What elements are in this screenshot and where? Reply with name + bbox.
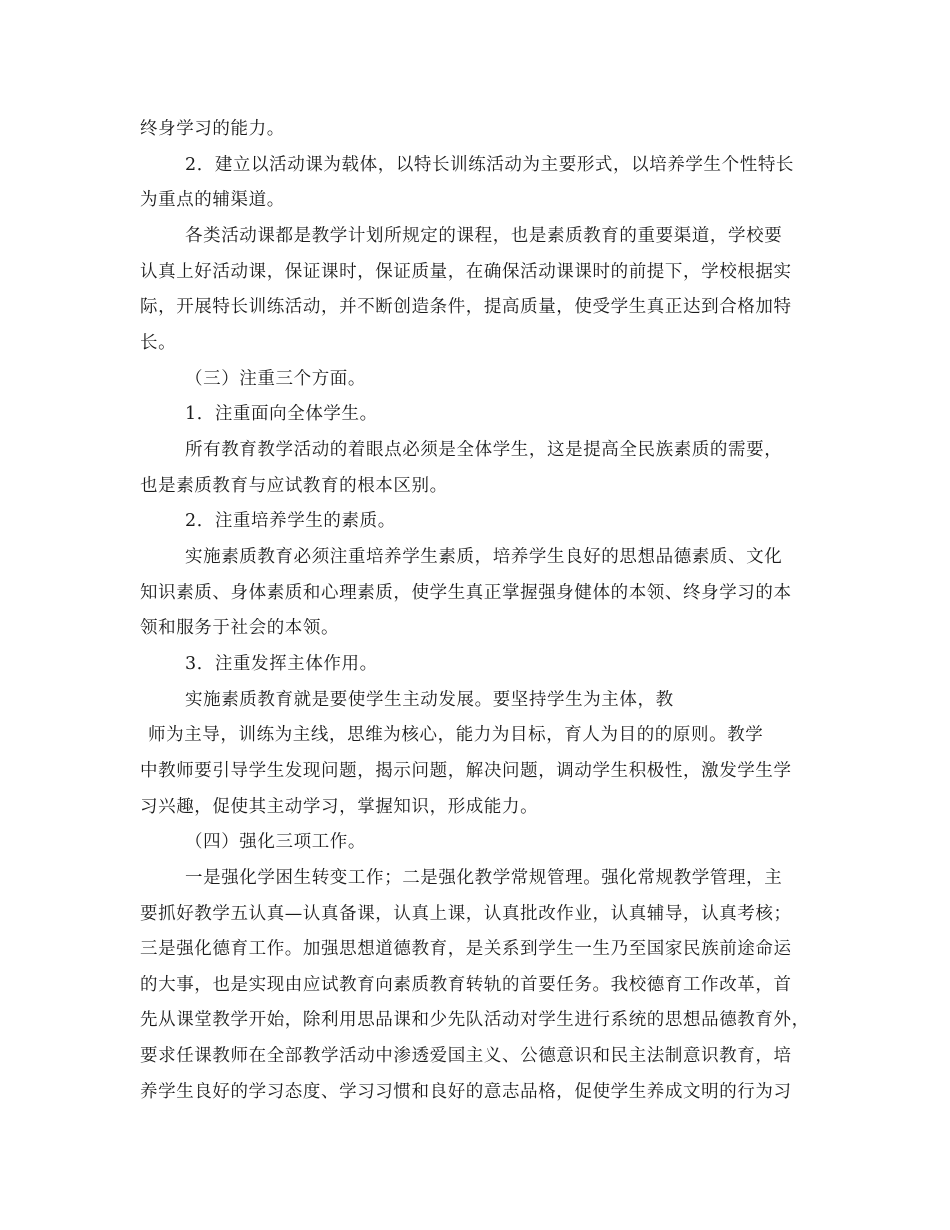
text-line: 3．注重发挥主体作用。 <box>185 654 378 674</box>
text-line: 要抓好教学五认真—认真备课，认真上课，认真批改作业，认真辅导，认真考核； <box>140 904 792 924</box>
text-line: 一是强化学困生转变工作；二是强化教学常规管理。强化常规教学管理，主 <box>185 868 783 888</box>
text-line: 的大事，也是实现由应试教育向素质教育转轨的首要任务。我校德育工作改革，首 <box>140 975 792 995</box>
text-line: 也是素质教育与应试教育的根本区别。 <box>140 476 448 496</box>
text-line: 际，开展特长训练活动，并不断创造条件，提高质量，使受学生真正达到合格加特 <box>140 297 792 317</box>
text-line: 2．注重培养学生的素质。 <box>185 511 396 531</box>
text-line: 先从课堂教学开始，除利用思品课和少先队活动对学生进行系统的思想品德教育外， <box>140 1010 810 1030</box>
text-line: 认真上好活动课，保证课时，保证质量，在确保活动课课时的前提下，学校根据实 <box>140 262 792 282</box>
text-line: 1．注重面向全体学生。 <box>185 404 378 424</box>
text-line: 养学生良好的学习态度、学习习惯和良好的意志品格，促使学生养成文明的行为习 <box>140 1082 792 1102</box>
text-line: 长。 <box>140 333 177 353</box>
text-line: 领和服务于社会的本领。 <box>140 618 340 638</box>
text-line: 知识素质、身体素质和心理素质，使学生真正掌握强身健体的本领、终身学习的本 <box>140 583 792 603</box>
section-heading: （四）强化三项工作。 <box>185 832 366 852</box>
text-line: 终身学习的能力。 <box>140 119 285 139</box>
text-line: 实施素质教育就是要使学生主动发展。要坚持学生为主体，教 <box>185 690 674 710</box>
text-line: 为重点的辅渠道。 <box>140 190 285 210</box>
text-line: 要求任课教师在全部教学活动中渗透爱国主义、公德意识和民主法制意识教育，培 <box>140 1046 792 1066</box>
section-heading: （三）注重三个方面。 <box>185 369 366 389</box>
text-line: 2．建立以活动课为载体，以特长训练活动为主要形式，以培养学生个性特长 <box>185 155 795 175</box>
text-line: 实施素质教育必须注重培养学生素质，培养学生良好的思想品德素质、文化 <box>185 547 783 567</box>
text-line: 所有教育教学活动的着眼点必须是全体学生，这是提高全民族素质的需要， <box>185 440 783 460</box>
text-line: 习兴趣，促使其主动学习，掌握知识，形成能力。 <box>140 797 539 817</box>
text-line: 中教师要引导学生发现问题，揭示问题，解决问题，调动学生积极性，激发学生学 <box>140 761 792 781</box>
text-line: 师为主导，训练为主线，思维为核心，能力为目标，育人为目的的原则。教学 <box>148 725 764 745</box>
text-line: 三是强化德育工作。加强思想道德教育，是关系到学生一生乃至国家民族前途命运 <box>140 939 792 959</box>
text-line: 各类活动课都是教学计划所规定的课程，也是素质教育的重要渠道，学校要 <box>185 226 783 246</box>
